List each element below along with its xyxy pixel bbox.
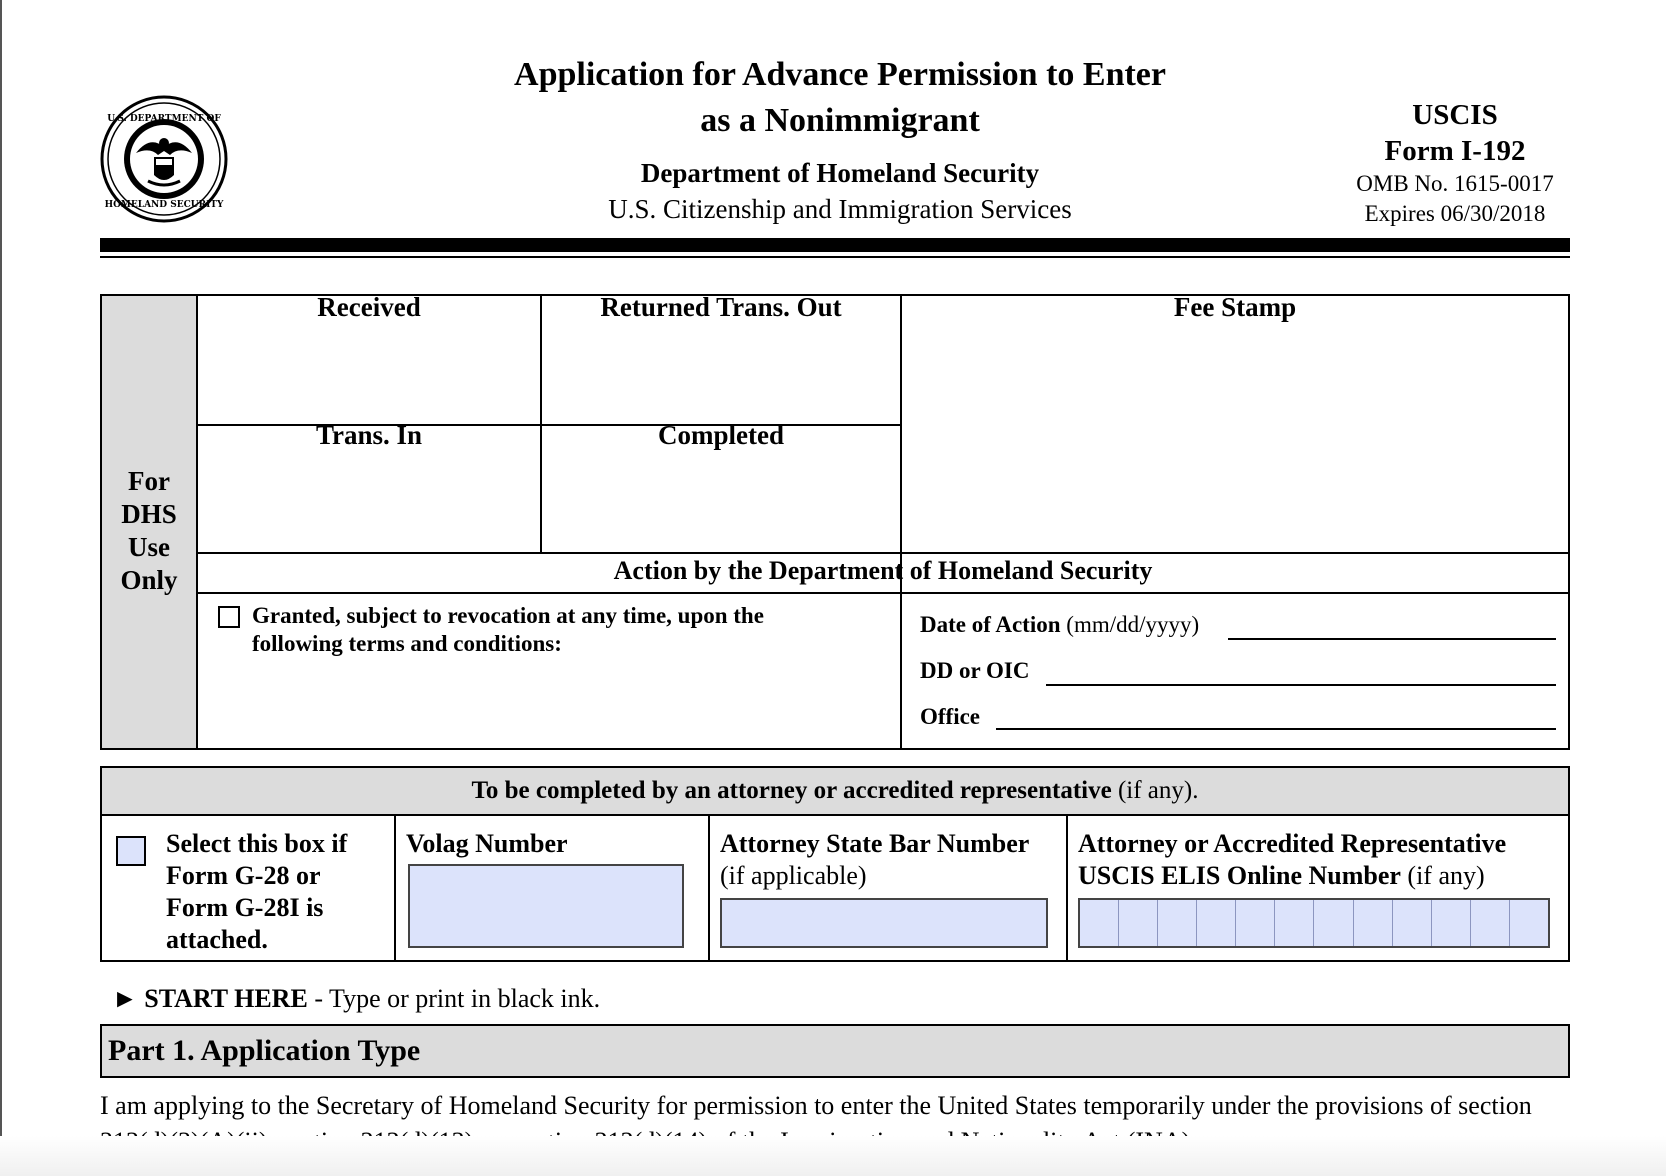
volag-number-label: Volag Number (406, 829, 568, 858)
header-divider-thick (100, 238, 1570, 252)
department-name: Department of Homeland Security (640, 158, 1040, 188)
start-here-instruction: ► START HERE - Type or print in black ink. (112, 984, 601, 1013)
granted-checkbox[interactable] (218, 606, 240, 628)
state-bar-number-label: Attorney State Bar Number (if applicable) (720, 829, 1030, 890)
header-divider-thin (100, 256, 1570, 258)
arrow-right-icon: ► (112, 984, 138, 1013)
g28-checkbox-label: Select this box if Form G-28 or Form G-28I is attached. (166, 829, 348, 954)
date-of-action-field[interactable] (1228, 638, 1556, 640)
expiration-date: Expires 06/30/2018 (1364, 201, 1546, 226)
office-label: Office (920, 704, 981, 729)
state-bar-number-input[interactable] (720, 898, 1048, 948)
form-identifier: USCIS Form I-192 OMB No. 1615-0017 Expires 06/30/2018 (1320, 97, 1590, 229)
omb-number: OMB No. 1615-0017 (1356, 171, 1554, 196)
g28-attached-checkbox[interactable] (116, 836, 146, 866)
dd-oic-field[interactable] (1046, 684, 1556, 686)
returned-trans-out-cell: Returned Trans. Out (600, 292, 842, 322)
office-field[interactable] (996, 728, 1556, 730)
volag-number-input[interactable] (408, 864, 684, 948)
action-by-dhs-title: Action by the Department of Homeland Security (613, 556, 1153, 585)
form-title: Application for Advance Permission to Enter as a Nonimmigrant (514, 56, 1166, 139)
page-edge (0, 0, 2, 1176)
elis-number-label: Attorney or Accredited Representative USCIS ELIS Online Number (if any) (1078, 829, 1507, 890)
trans-in-cell: Trans. In (315, 420, 423, 450)
seal-text: U.S. DEPARTMENT OF (107, 114, 221, 124)
svg-text:HOMELAND SECURITY: HOMELAND SECURITY (104, 200, 224, 210)
dhs-use-only-label: For DHS Use Only (102, 296, 198, 748)
completed-cell: Completed (658, 420, 784, 450)
received-cell: Received (317, 292, 421, 322)
fee-stamp-cell: Fee Stamp (1173, 292, 1297, 322)
agency-name: U.S. Citizenship and Immigration Services (608, 194, 1072, 224)
dhs-use-only-table (100, 294, 1570, 750)
attorney-section (100, 766, 1570, 962)
dhs-seal-logo (100, 95, 228, 223)
page-bottom-fade (0, 1136, 1666, 1176)
elis-number-input[interactable] (1078, 898, 1550, 948)
granted-text: Granted, subject to revocation at any time, upon the following terms and conditions: (252, 603, 764, 656)
date-of-action-label: Date of Action (mm/dd/yyyy) (920, 612, 1200, 637)
part1-heading: Part 1. Application Type (100, 1024, 1570, 1078)
attorney-section-header: To be completed by an attorney or accredited representative (if any). (102, 768, 1568, 816)
dd-oic-label: DD or OIC (920, 658, 1030, 683)
part1-paragraph: I am applying to the Secretary of Homeland Security for permission to enter the United States temporarily under the provisions of section (100, 1091, 1532, 1120)
